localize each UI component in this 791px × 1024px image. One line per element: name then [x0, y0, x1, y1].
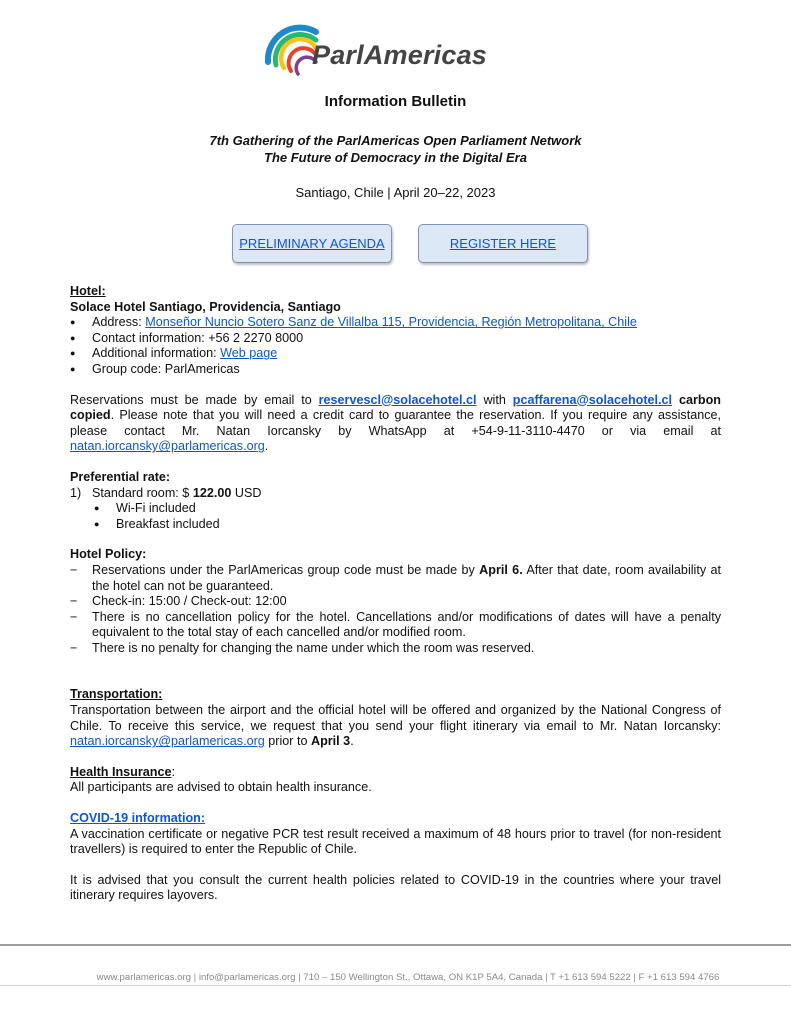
policy-item: [70, 563, 721, 594]
preliminary-agenda-link[interactable]: PRELIMINARY AGENDA: [239, 236, 385, 251]
transportation-paragraph: [70, 703, 721, 750]
policy-item: − Check-in: 15:00 / Check-out: 12:00: [70, 594, 721, 610]
bulletin-body: [70, 284, 721, 904]
covid-heading[interactable]: COVID-19 information:: [70, 811, 206, 826]
hotel-additional-info: [70, 346, 721, 362]
rate-text: USD: [231, 485, 262, 500]
covid-paragraph-2: It is advised that you consult the current health policies related to COVID-19 in the countries where your travel itinerary requires layovers.: [70, 872, 721, 903]
rate-heading: Preferential rate:: [70, 469, 171, 484]
page-title: Information Bulletin: [324, 93, 467, 110]
contact-email-link[interactable]: natan.iorcansky@parlamericas.org: [70, 439, 265, 454]
address-label: Address:: [92, 315, 146, 330]
web-page-link[interactable]: Web page: [220, 346, 278, 361]
hotel-contact: ● Contact information: +56 2 2270 8000: [70, 331, 721, 347]
register-here-button[interactable]: [418, 224, 588, 263]
hotel-details-list: [70, 315, 721, 377]
reservation-text: with: [476, 392, 513, 407]
room-price: 122.00: [192, 485, 232, 500]
transportation-text: prior to: [264, 734, 311, 749]
health-heading-text: Health Insurance: [70, 764, 172, 779]
transportation-text: .: [350, 734, 354, 749]
policy-item: − There is no penalty for changing the name under which the room was reserved.: [70, 641, 721, 657]
policy-text: Reservations under the ParlAmericas group code must be made by: [92, 562, 480, 577]
reservation-text: Reservations must be made by email to: [70, 392, 319, 407]
carbon-copied-text: carbon copied: [70, 392, 721, 423]
health-heading-colon: :: [171, 764, 175, 779]
rate-inclusions-list: [70, 501, 721, 532]
deadline-date: April 6.: [479, 562, 523, 577]
address-link[interactable]: Monseñor Nuncio Sotero Sanz de Villalba 115, Providencia, Región Metropolitana, Chile: [145, 315, 637, 330]
preliminary-agenda-button[interactable]: [232, 224, 392, 263]
transportation-email-link[interactable]: natan.iorcansky@parlamericas.org: [70, 734, 265, 749]
policy-text: After that date, room availability at the hotel can not be guaranteed.: [92, 562, 721, 593]
register-here-link[interactable]: REGISTER HERE: [449, 236, 557, 251]
cc-email-link[interactable]: pcaffarena@solacehotel.cl: [512, 392, 673, 407]
health-heading: [70, 765, 721, 781]
footer-divider-bottom: [0, 985, 791, 986]
reservation-paragraph: [70, 393, 721, 455]
event-title: 7th Gathering of the ParlAmericas Open Parliament Network: [209, 133, 582, 148]
itinerary-deadline: April 3: [310, 734, 351, 749]
transportation-heading: Transportation:: [70, 687, 163, 702]
list-item: ● Breakfast included: [70, 517, 721, 533]
logo-wordmark: ParlAmericas: [312, 40, 488, 70]
hotel-name: Solace Hotel Santiago, Providencia, Santiago: [70, 299, 341, 314]
list-number: 1): [70, 485, 82, 500]
hotel-address: [70, 315, 721, 331]
hotel-group-code: ● Group code: ParlAmericas: [70, 362, 721, 378]
footer-divider: [0, 944, 791, 946]
reservation-email-link[interactable]: reservescl@solacehotel.cl: [318, 392, 477, 407]
policy-list: [70, 563, 721, 657]
reservation-text: . Please note that you will need a credit card to guarantee the reservation. If you require any assistance, please contact Mr. Natan Iorcansky by WhatsApp at +54-9-11-3110-4470 or via email at: [70, 408, 721, 438]
footer-contact: www.parlamericas.org | info@parlamericas.org | 710 – 150 Wellington St., Ottawa, ON K1P 5A4, Canada | T +1 613 594 5222 | F +1 613 594 4766: [96, 972, 720, 983]
policy-heading: Hotel Policy:: [70, 547, 147, 562]
rate-text: Standard room: $: [92, 485, 193, 500]
reservation-text: .: [264, 439, 269, 454]
parlamericas-logo: [258, 18, 528, 90]
covid-paragraph-1: A vaccination certificate or negative PCR test result received a maximum of 48 hours prior to travel (for non-resident travellers) is required to enter the Republic of Chile.: [70, 826, 721, 857]
health-text: All participants are advised to obtain health insurance.: [70, 780, 372, 795]
standard-room-rate: [70, 486, 721, 502]
list-item: ● Wi-Fi included: [70, 501, 721, 517]
transportation-text: Transportation between the airport and the official hotel will be offered and organized by the National Congress of Chile. To receive this service, we request that you send your flight itinerary via email to Mr. Natan Iorcansky:: [70, 703, 721, 733]
event-theme: The Future of Democracy in the Digital Era: [264, 150, 527, 165]
event-dateline: Santiago, Chile | April 20–22, 2023: [295, 185, 496, 200]
additional-label: Additional information:: [92, 346, 221, 361]
policy-item: − There is no cancellation policy for the hotel. Cancellations and/or modifications of dates will have a penalty equivalent to the total stay of each cancelled and/or modified room.: [70, 610, 721, 641]
hotel-heading: Hotel:: [70, 284, 106, 298]
